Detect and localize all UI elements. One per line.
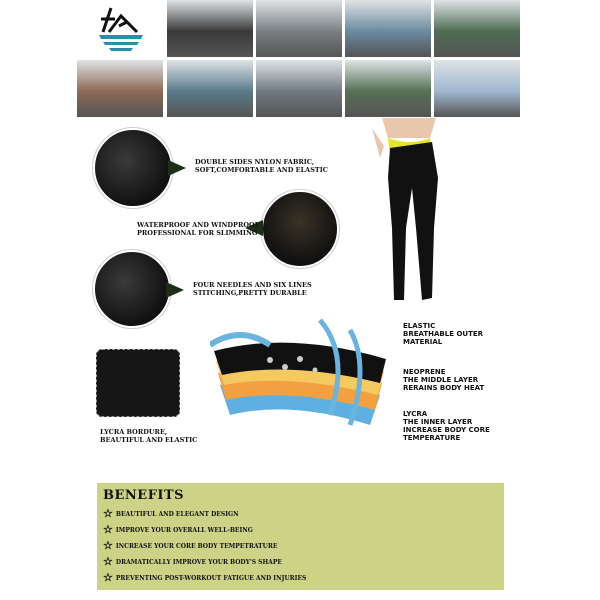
stitching-detail-circle — [93, 250, 171, 328]
feature-caption: DOUBLE SIDES NYLON FABRIC, SOFT,COMFORTABLE AND ELASTIC — [195, 158, 328, 174]
callout-pointer — [168, 160, 186, 176]
benefit-item — [103, 557, 282, 567]
benefit-item — [103, 573, 306, 583]
benefit-item — [103, 541, 277, 551]
layer-caption-inner: LYCRA THE INNER LAYER INCREASE BODY CORE TEMPERATURE — [403, 410, 490, 442]
benefits-title: BENEFITS — [103, 488, 185, 503]
feature-caption: WATERPROOF AND WINDPROOF PROFESSIONAL FOR SLIMMING — [137, 221, 260, 237]
benefit-label: DRAMATICALLY IMPROVE YOUR BODY'S SHAPE — [115, 558, 282, 566]
factory-photo-roller — [256, 60, 342, 117]
brand-logo — [97, 2, 145, 54]
layer-caption-middle: NEOPRENE THE MIDDLE LAYER RERAINS BODY HEAT — [403, 368, 485, 392]
factory-photo-laminating-machine — [434, 0, 520, 57]
benefit-label: INCREASE YOUR CORE BODY TEMPETRATURE — [115, 542, 278, 550]
callout-pointer — [166, 282, 184, 298]
feature-caption: FOUR NEEDLES AND SIX LINES STITCHING,PRETTY DURABLE — [193, 281, 312, 297]
benefits-panel — [97, 483, 504, 590]
factory-photo-workshop — [256, 0, 342, 57]
waistband-detail-circle — [261, 190, 339, 268]
benefit-item — [103, 525, 253, 535]
factory-photo-cutting — [77, 60, 163, 117]
factory-photo-building — [434, 60, 520, 117]
benefit-label: PREVENTING POST-WORKOUT FATIGUE AND INJURIES — [115, 574, 307, 582]
benefit-item — [103, 509, 239, 519]
feature-caption: LYCRA BORDURE, BEAUTIFUL AND ELASTIC — [100, 428, 198, 444]
star-icon: ☆ — [103, 539, 113, 552]
leggings-product-image — [370, 118, 465, 308]
factory-photo-sewing-line — [345, 0, 431, 57]
fabric-detail-circle — [93, 128, 173, 208]
star-icon: ☆ — [103, 555, 113, 568]
fabric-layers-diagram — [210, 315, 390, 440]
factory-photo-machine — [345, 60, 431, 117]
factory-photo-conveyor — [167, 60, 253, 117]
benefit-label: IMPROVE YOUR OVERALL WELL-BEING — [115, 526, 253, 534]
factory-photo-neoprene-sheet — [167, 0, 253, 57]
star-icon: ☆ — [103, 523, 113, 536]
star-icon: ☆ — [103, 571, 113, 584]
layer-caption-outer: ELASTIC BREATHABLE OUTER MATERIAL — [403, 322, 484, 346]
benefit-label: BEAUTIFUL AND ELEGANT DESIGN — [115, 510, 239, 518]
star-icon: ☆ — [103, 507, 113, 520]
lycra-swatch — [96, 349, 180, 417]
